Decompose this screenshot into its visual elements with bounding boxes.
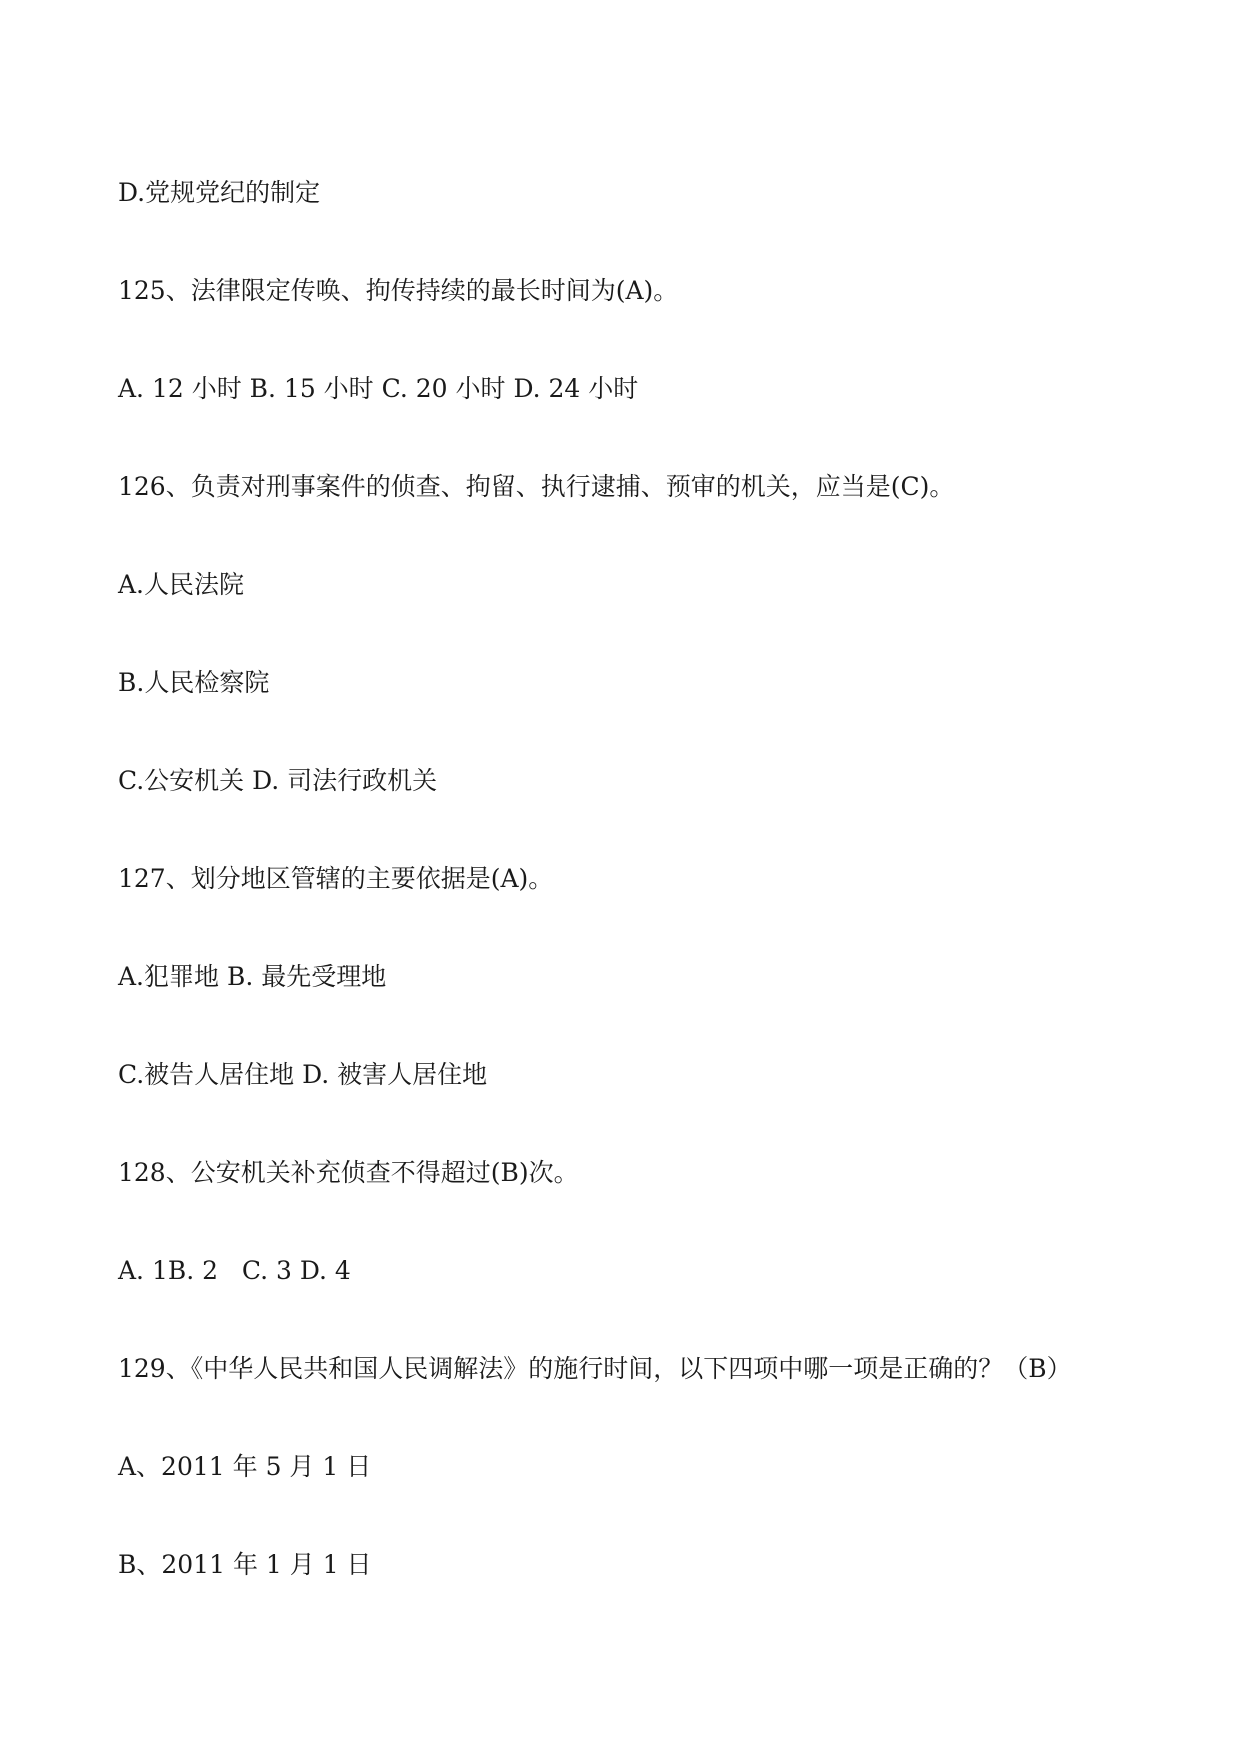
question-line: 129、《中华人民共和国人民调解法》的施行时间，以下四项中哪一项是正确的？（B）: [118, 1354, 1072, 1383]
option-line: A、2011 年 5 月 1 日: [118, 1452, 372, 1481]
option-line: C.公安机关 D. 司法行政机关: [118, 766, 438, 795]
option-line: A. 1B. 2 C. 3 D. 4: [118, 1256, 351, 1285]
option-line: D.党规党纪的制定: [118, 178, 321, 207]
option-line: A. 12 小时 B. 15 小时 C. 20 小时 D. 24 小时: [118, 374, 639, 403]
option-line: A.人民法院: [118, 570, 245, 599]
option-line: C.被告人居住地 D. 被害人居住地: [118, 1060, 488, 1089]
question-line: 127、划分地区管辖的主要依据是(A)。: [118, 864, 554, 893]
option-line: A.犯罪地 B. 最先受理地: [118, 962, 387, 991]
option-line: B.人民检察院: [118, 668, 270, 697]
question-line: 126、负责对刑事案件的侦查、拘留、执行逮捕、预审的机关，应当是(C)。: [118, 472, 955, 501]
question-line: 128、公安机关补充侦查不得超过(B)次。: [118, 1158, 579, 1187]
question-line: 125、法律限定传唤、拘传持续的最长时间为(A)。: [118, 276, 679, 305]
option-line: B、2011 年 1 月 1 日: [118, 1550, 372, 1579]
